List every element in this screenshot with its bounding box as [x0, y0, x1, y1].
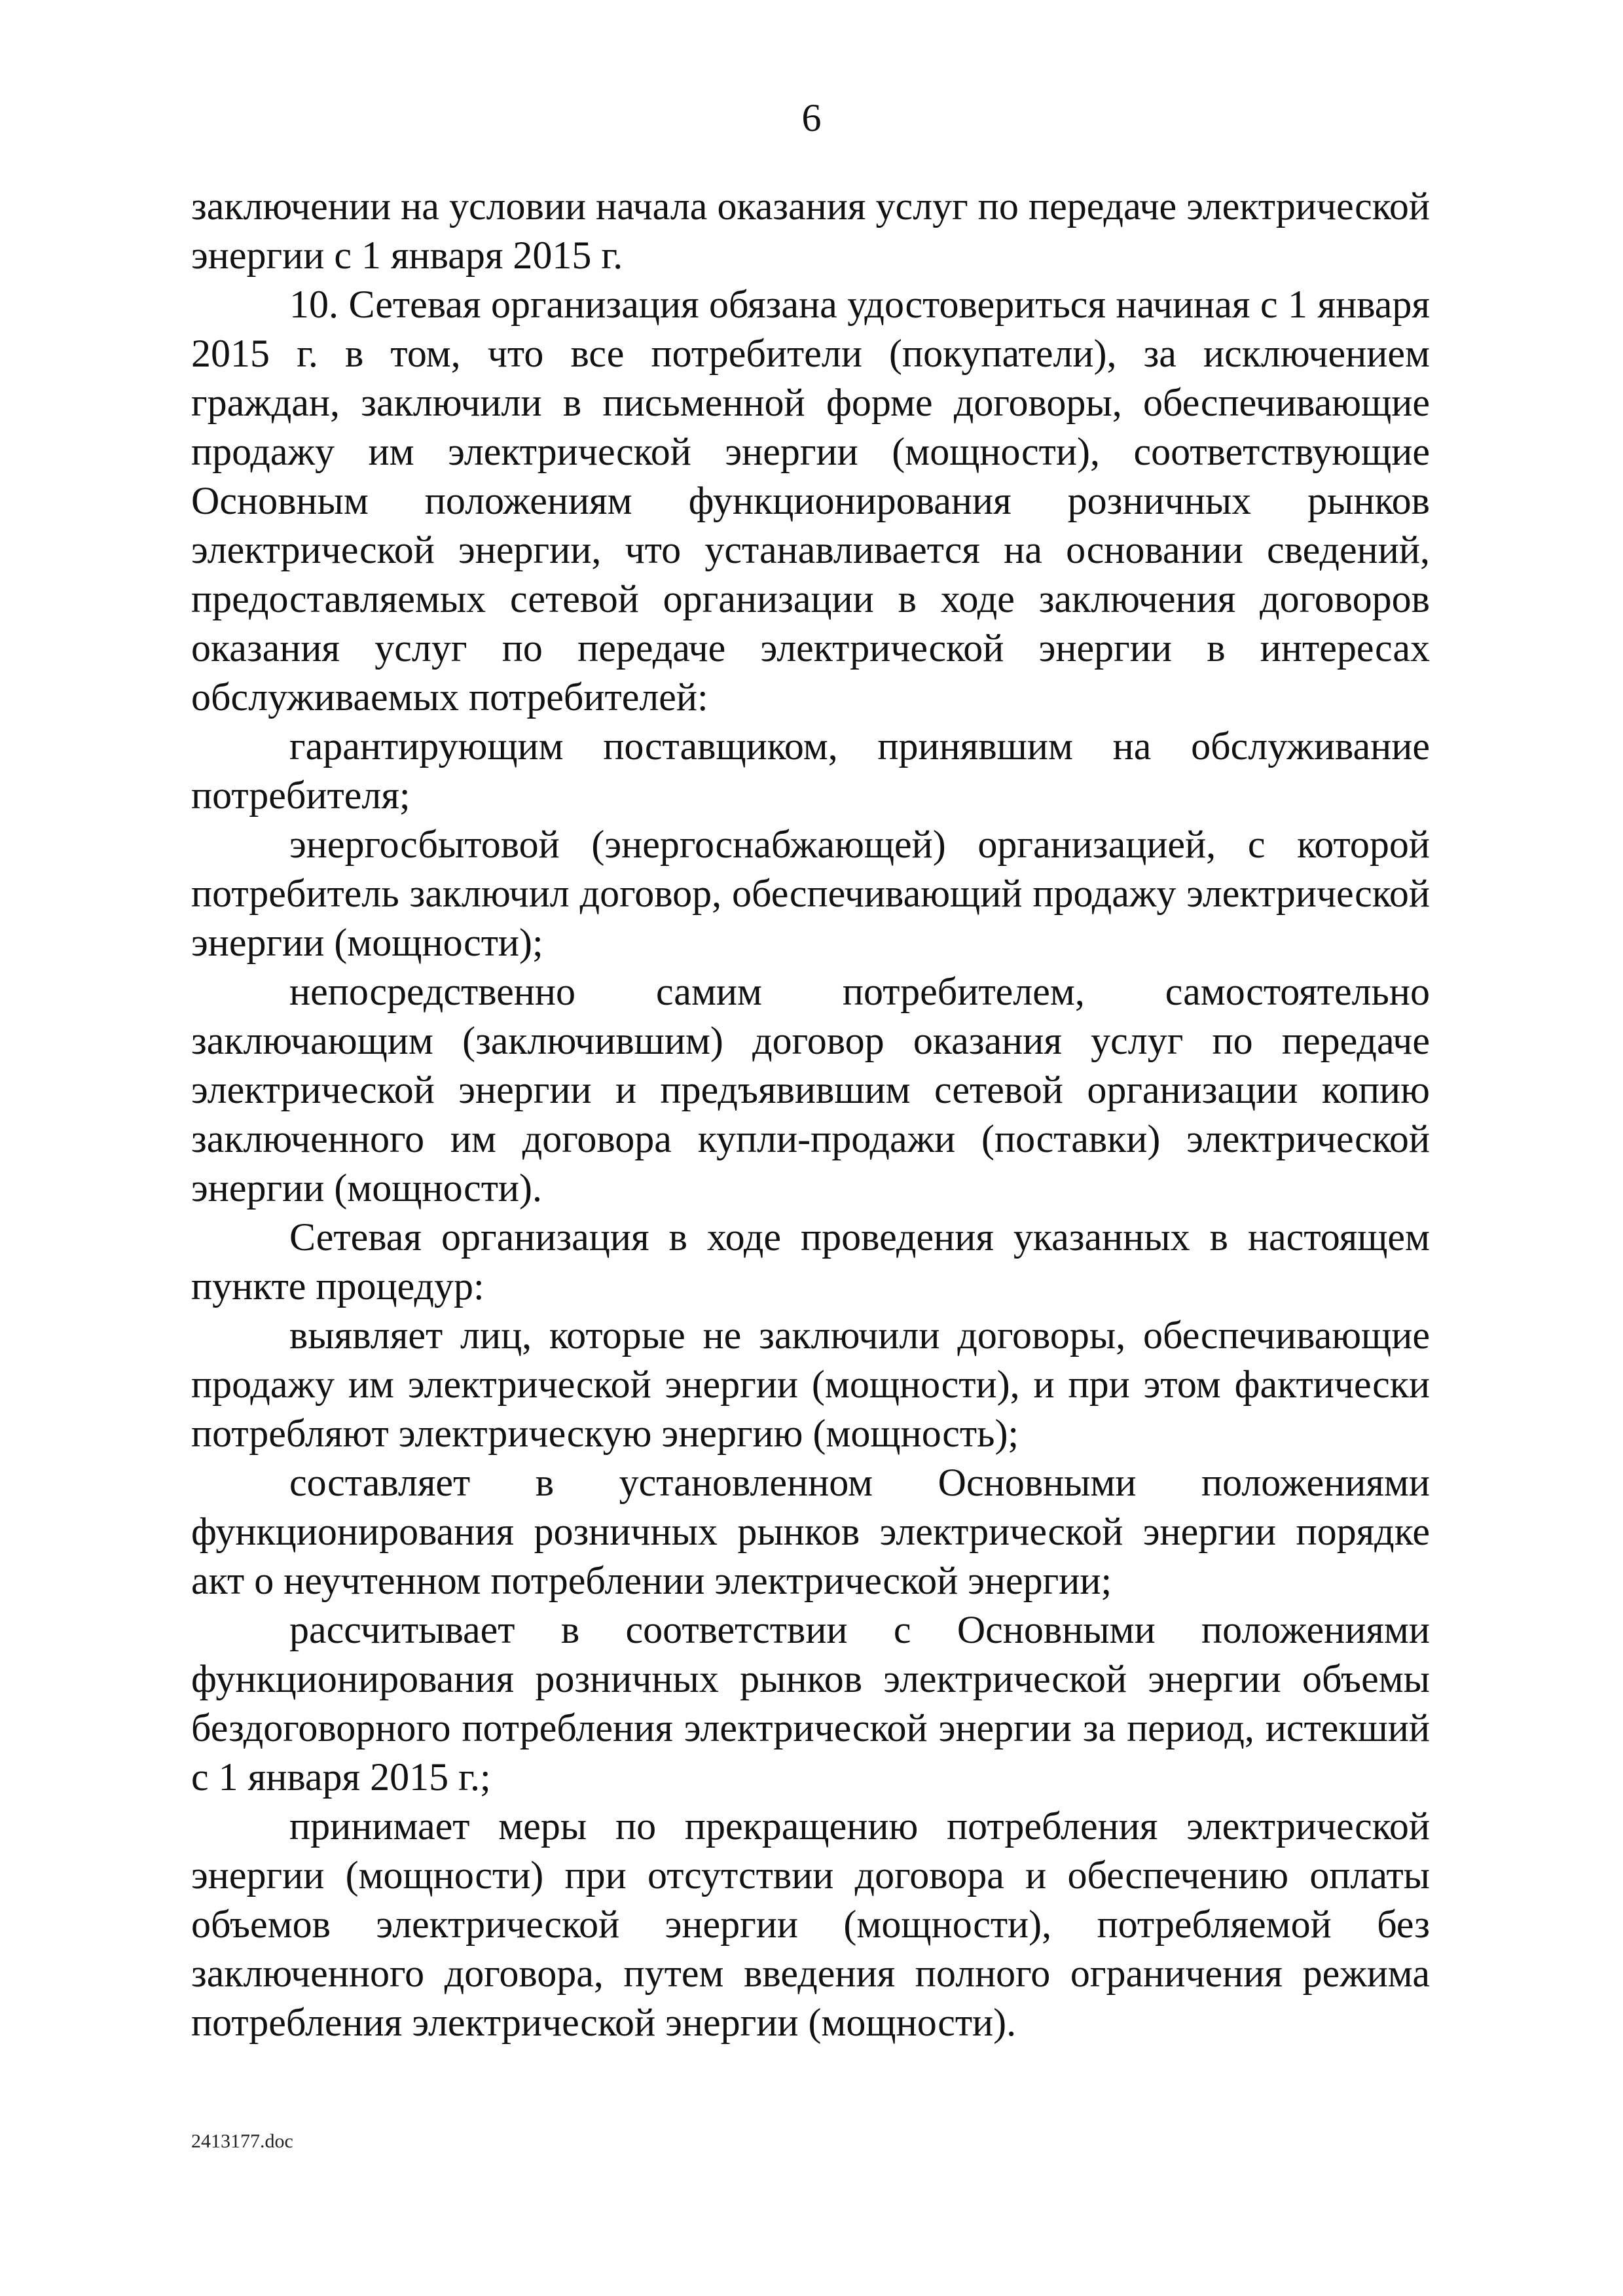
paragraph-item-10: 10. Сетевая организация обязана удостовериться начиная с 1 января 2015 г. в том, что все потребители (покупатели), за исключением граждан, заключили в письменной форме договоры, обеспечивающие продажу им электрической энергии (мощности), соответствующие Основным положениям функционирования розничных рынков электрической энергии, что устанавливается на основании сведений, предоставляемых сетевой организации в ходе заключения договоров оказания услуг по передаче электрической энергии в интересах обслуживаемых потребителей: [191, 283, 1430, 719]
paragraph-energy-sales-org: энергосбытовой (энергоснабжающей) организацией, с которой потребитель заключил договор, обеспечивающий продажу электрической энергии (мощности); [191, 823, 1430, 964]
paragraph-calculates: рассчитывает в соответствии с Основными положениями функционирования розничных рынков электрической энергии объемы бездоговорного потребления электрической энергии за период, истекший с 1 января 2015 г.; [191, 1608, 1430, 1799]
paragraph-takes-measures: принимает меры по прекращению потребления электрической энергии (мощности) при отсутствии договора и обеспечению оплаты объемов электрической энергии (мощности), потребляемой без заключенного договора, путем введения полного ограничения режима потребления электрической энергии (мощности). [191, 1804, 1430, 2044]
paragraph-continuation: заключении на условии начала оказания услуг по передаче электрической энергии с 1 января 2015 г. [191, 185, 1430, 277]
paragraph-identifies: выявляет лиц, которые не заключили договоры, обеспечивающие продажу им электрической энергии (мощности), и при этом фактически потребляют электрическую энергию (мощность); [191, 1314, 1430, 1455]
paragraph-procedures-intro: Сетевая организация в ходе проведения указанных в настоящем пункте процедур: [191, 1215, 1430, 1308]
document-body [191, 182, 1430, 2047]
document-footer-code: 2413177.doc [191, 2130, 293, 2152]
paragraph-consumer-self: непосредственно самим потребителем, самостоятельно заключающим (заключившим) договор оказания услуг по передаче электрической энергии и предъявившим сетевой организации копию заключенного им договора купли-продажи (поставки) электрической энергии (мощности). [191, 970, 1430, 1210]
paragraph-guaranteeing-supplier: гарантирующим поставщиком, принявшим на обслуживание потребителя; [191, 725, 1430, 817]
paragraph-draws-up-act: составляет в установленном Основными положениями функционирования розничных рынков электрической энергии порядке акт о неучтенном потреблении электрической энергии; [191, 1461, 1430, 1602]
page-number: 6 [801, 96, 822, 139]
